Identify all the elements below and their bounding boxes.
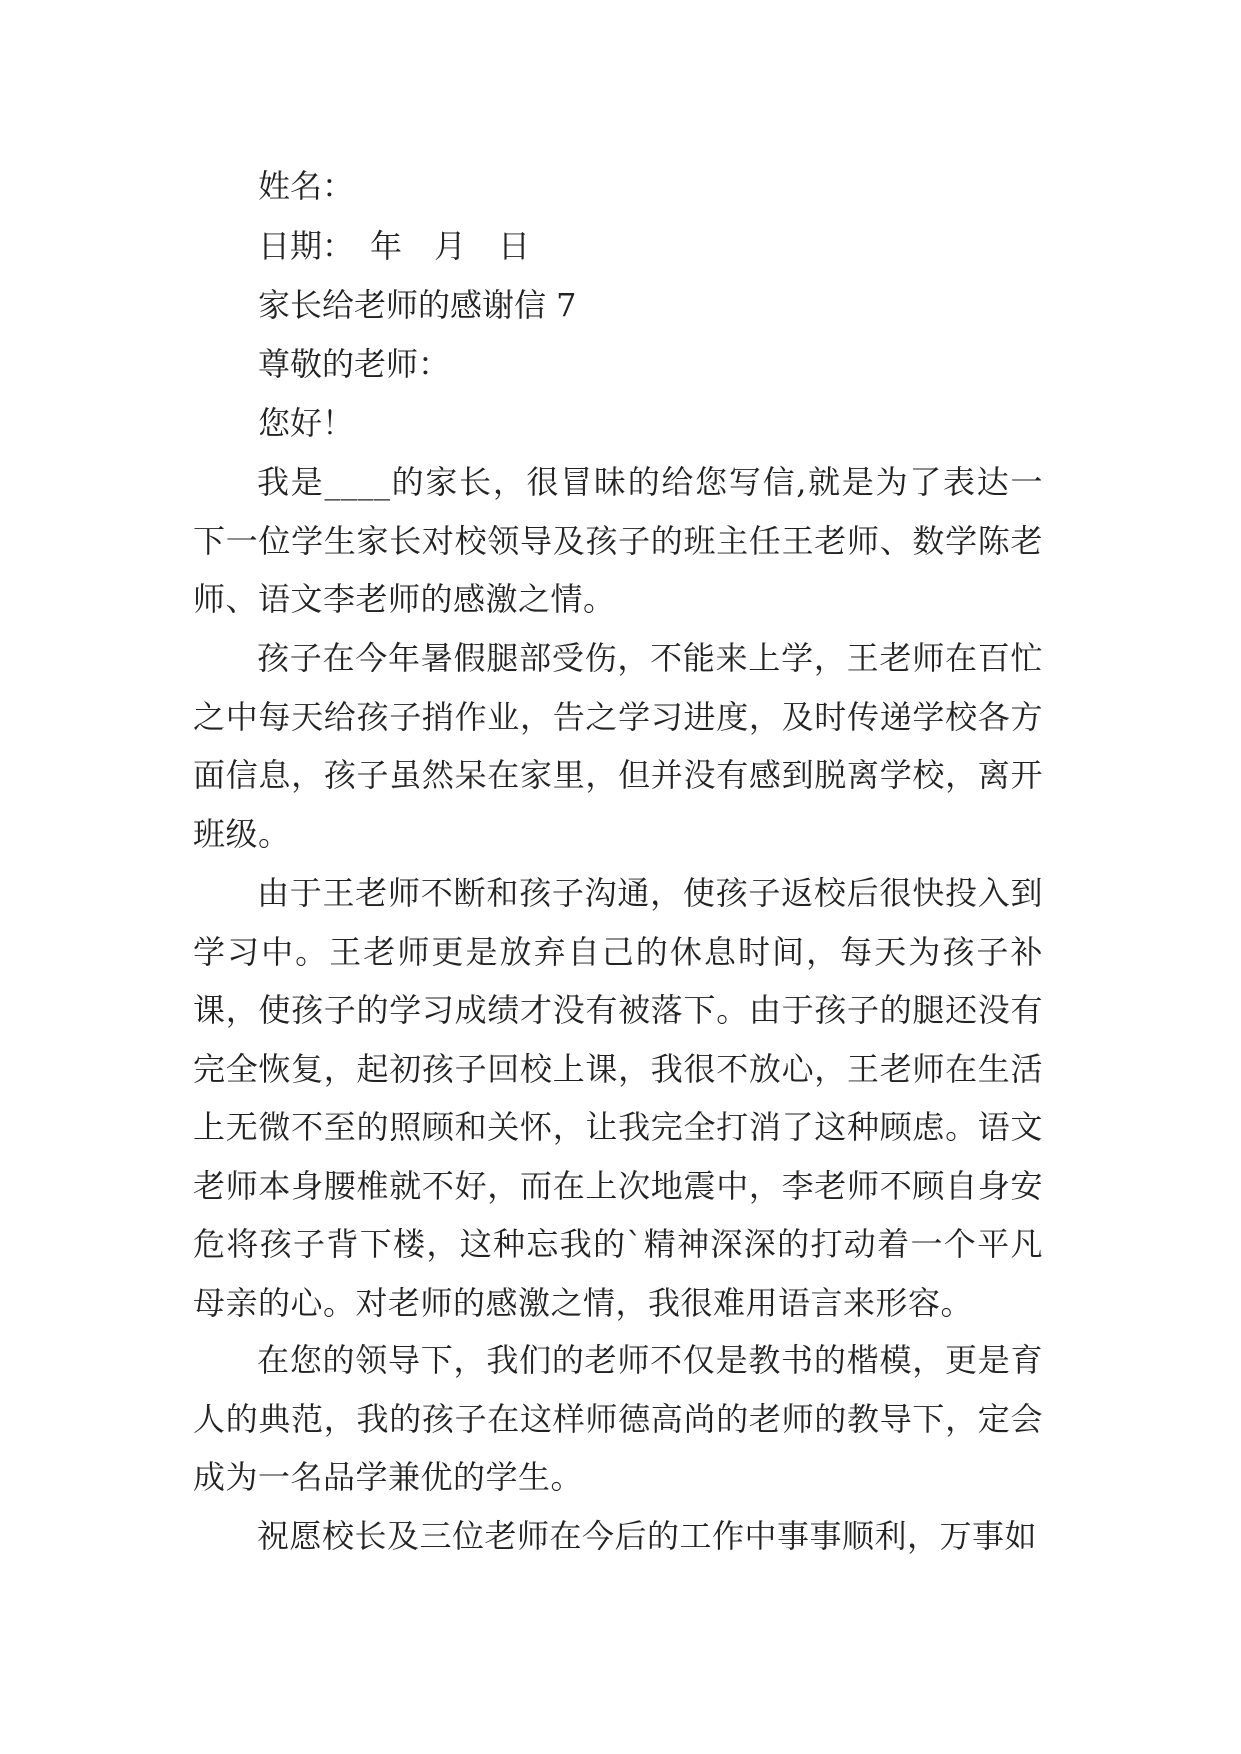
salutation: 尊敬的老师：: [258, 345, 451, 383]
body-paragraph: 我是____的家长，很冒昧的给您写信,就是为了表达一下一位学生家长对校领导及孩子的班主任王老师、数学陈老师、语文李老师的感激之情。: [193, 463, 1043, 618]
greeting: 您好！: [258, 404, 355, 442]
name-label: 姓名：: [258, 167, 355, 205]
body-paragraph: 由于王老师不断和孩子沟通，使孩子返校后很快投入到学习中。王老师更是放弃自己的休息时间，每天为孩子补课，使孩子的学习成绩才没有被落下。由于孩子的腿还没有完全恢复，起初孩子回校上课，我很不放心，王老师在生活上无微不至的照顾和关怀，让我完全打消了这种顾虑。语文老师本身腰椎就不好，而在上次地震中，李老师不顾自身安危将孩子背下楼，这种忘我的`精神深深的打动着一个平凡母亲的心。对老师的感激之情，我很难用语言来形容。: [193, 874, 1043, 1322]
body-paragraph: 孩子在今年暑假腿部受伤，不能来上学，王老师在百忙之中每天给孩子捎作业，告之学习进度，及时传递学校各方面信息，孩子虽然呆在家里，但并没有感到脱离学校，离开班级。: [193, 639, 1043, 853]
date-label: 日期： 年 月 日: [258, 227, 531, 265]
body-paragraph: 祝愿校长及三位老师在今后的工作中事事顺利，万事如: [257, 1517, 1038, 1555]
body-paragraph: 在您的领导下，我们的老师不仅是教书的楷模，更是育人的典范，我的孩子在这样师德高尚的老师的教导下，定会成为一名品学兼优的学生。: [193, 1341, 1043, 1496]
letter-title: 家长给老师的感谢信 7: [258, 286, 577, 324]
